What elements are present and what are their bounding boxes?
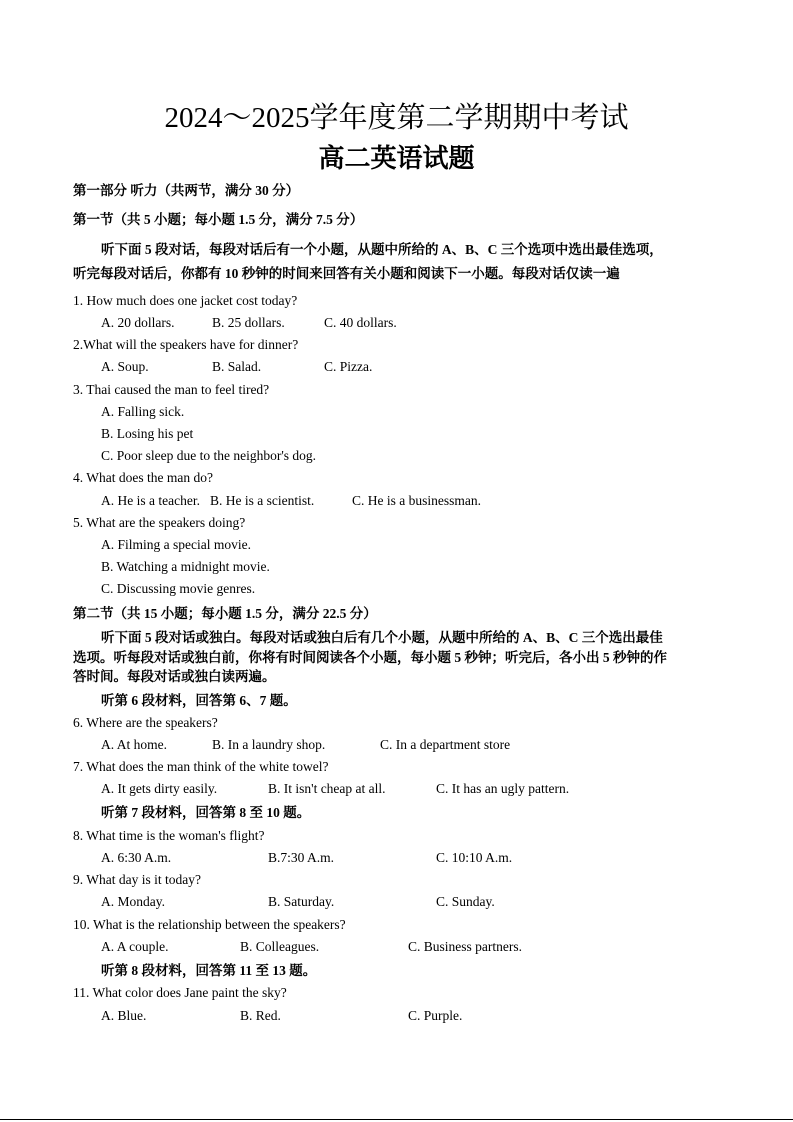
question-2-option-c: C. Pizza.: [324, 359, 373, 374]
material-8-instruction: 听第 8 段材料，回答第 11 至 13 题。: [101, 963, 317, 978]
question-8-option-c: C. 10:10 A.m.: [436, 850, 513, 865]
question-1-stem: 1. How much does one jacket cost today?: [73, 293, 298, 308]
question-11-option-c: C. Purple.: [408, 1008, 463, 1023]
question-6-stem: 6. Where are the speakers?: [73, 715, 218, 730]
question-3-option-b: B. Losing his pet: [101, 426, 194, 441]
question-10-option-a: A. A couple.: [101, 939, 169, 954]
part1-heading: 第一部分 听力（共两节，满分 30 分）: [73, 183, 300, 198]
question-1-option-b: B. 25 dollars.: [212, 315, 285, 330]
question-5-stem: 5. What are the speakers doing?: [73, 515, 246, 530]
question-3-option-a: A. Falling sick.: [101, 404, 185, 419]
section2-instruction-line1: 听下面 5 段对话或独白。每段对话或独白后有几个小题，从题中所给的 A、B、C 三个选出最佳: [101, 630, 663, 645]
section2-instruction-line2: 选项。听每段对话或独白前，你将有时间阅读各个小题，每小题 5 秒钟；听完后，各小出 5 秒钟的作: [73, 650, 667, 665]
question-2-option-a: A. Soup.: [101, 359, 149, 374]
section1-instruction-line1: 听下面 5 段对话，每段对话后有一个小题，从题中所给的 A、B、C 三个选项中选出最佳选项，: [101, 242, 663, 257]
question-11-option-a: A. Blue.: [101, 1008, 147, 1023]
question-6-option-a: A. At home.: [101, 737, 167, 752]
exam-subtitle: 高二英语试题: [318, 144, 475, 173]
question-2-option-b: B. Salad.: [212, 359, 262, 374]
question-5-option-b: B. Watching a midnight movie.: [101, 559, 270, 574]
question-9-option-b: B. Saturday.: [268, 894, 335, 909]
question-1-option-a: A. 20 dollars.: [101, 315, 175, 330]
question-8-stem: 8. What time is the woman's flight?: [73, 828, 265, 843]
question-5-option-a: A. Filming a special movie.: [101, 537, 251, 552]
question-9-option-c: C. Sunday.: [436, 894, 495, 909]
question-7-option-c: C. It has an ugly pattern.: [436, 781, 570, 796]
section1-heading: 第一节（共 5 小题；每小题 1.5 分，满分 7.5 分）: [73, 212, 364, 227]
section2-heading: 第二节（共 15 小题；每小题 1.5 分，满分 22.5 分）: [73, 606, 377, 621]
section2-instruction-line3: 答时间。每段对话或独白读两遍。: [73, 669, 276, 684]
question-10-option-c: C. Business partners.: [408, 939, 522, 954]
question-9-option-a: A. Monday.: [101, 894, 165, 909]
question-7-stem: 7. What does the man think of the white towel?: [73, 759, 329, 774]
material-7-instruction: 听第 7 段材料，回答第 8 至 10 题。: [101, 805, 311, 820]
question-2-stem: 2.What will the speakers have for dinner?: [73, 337, 299, 352]
question-4-option-c: C. He is a businessman.: [352, 493, 481, 508]
question-4-option-b: B. He is a scientist.: [210, 493, 315, 508]
question-7-option-a: A. It gets dirty easily.: [101, 781, 218, 796]
question-11-stem: 11. What color does Jane paint the sky?: [73, 985, 287, 1000]
question-5-option-c: C. Discussing movie genres.: [101, 581, 256, 596]
question-3-option-c: C. Poor sleep due to the neighbor's dog.: [101, 448, 317, 463]
page-bottom-rule: [0, 1119, 793, 1120]
question-10-option-b: B. Colleagues.: [240, 939, 320, 954]
question-4-stem: 4. What does the man do?: [73, 470, 213, 485]
question-9-stem: 9. What day is it today?: [73, 872, 201, 887]
question-4-option-a: A. He is a teacher.: [101, 493, 200, 508]
question-6-option-b: B. In a laundry shop.: [212, 737, 326, 752]
question-3-stem: 3. Thai caused the man to feel tired?: [73, 382, 270, 397]
exam-title: 2024～2025学年度第二学期期中考试: [164, 102, 629, 134]
question-7-option-b: B. It isn't cheap at all.: [268, 781, 386, 796]
question-10-stem: 10. What is the relationship between the speakers?: [73, 917, 346, 932]
question-8-option-a: A. 6:30 A.m.: [101, 850, 172, 865]
section1-instruction-line2: 听完每段对话后，你都有 10 秒钟的时间来回答有关小题和阅读下一小题。每段对话仅读一遍: [73, 266, 620, 281]
question-8-option-b: B.7:30 A.m.: [268, 850, 335, 865]
question-6-option-c: C. In a department store: [380, 737, 511, 752]
material-6-instruction: 听第 6 段材料，回答第 6、7 题。: [101, 693, 297, 708]
question-1-option-c: C. 40 dollars.: [324, 315, 397, 330]
question-11-option-b: B. Red.: [240, 1008, 281, 1023]
